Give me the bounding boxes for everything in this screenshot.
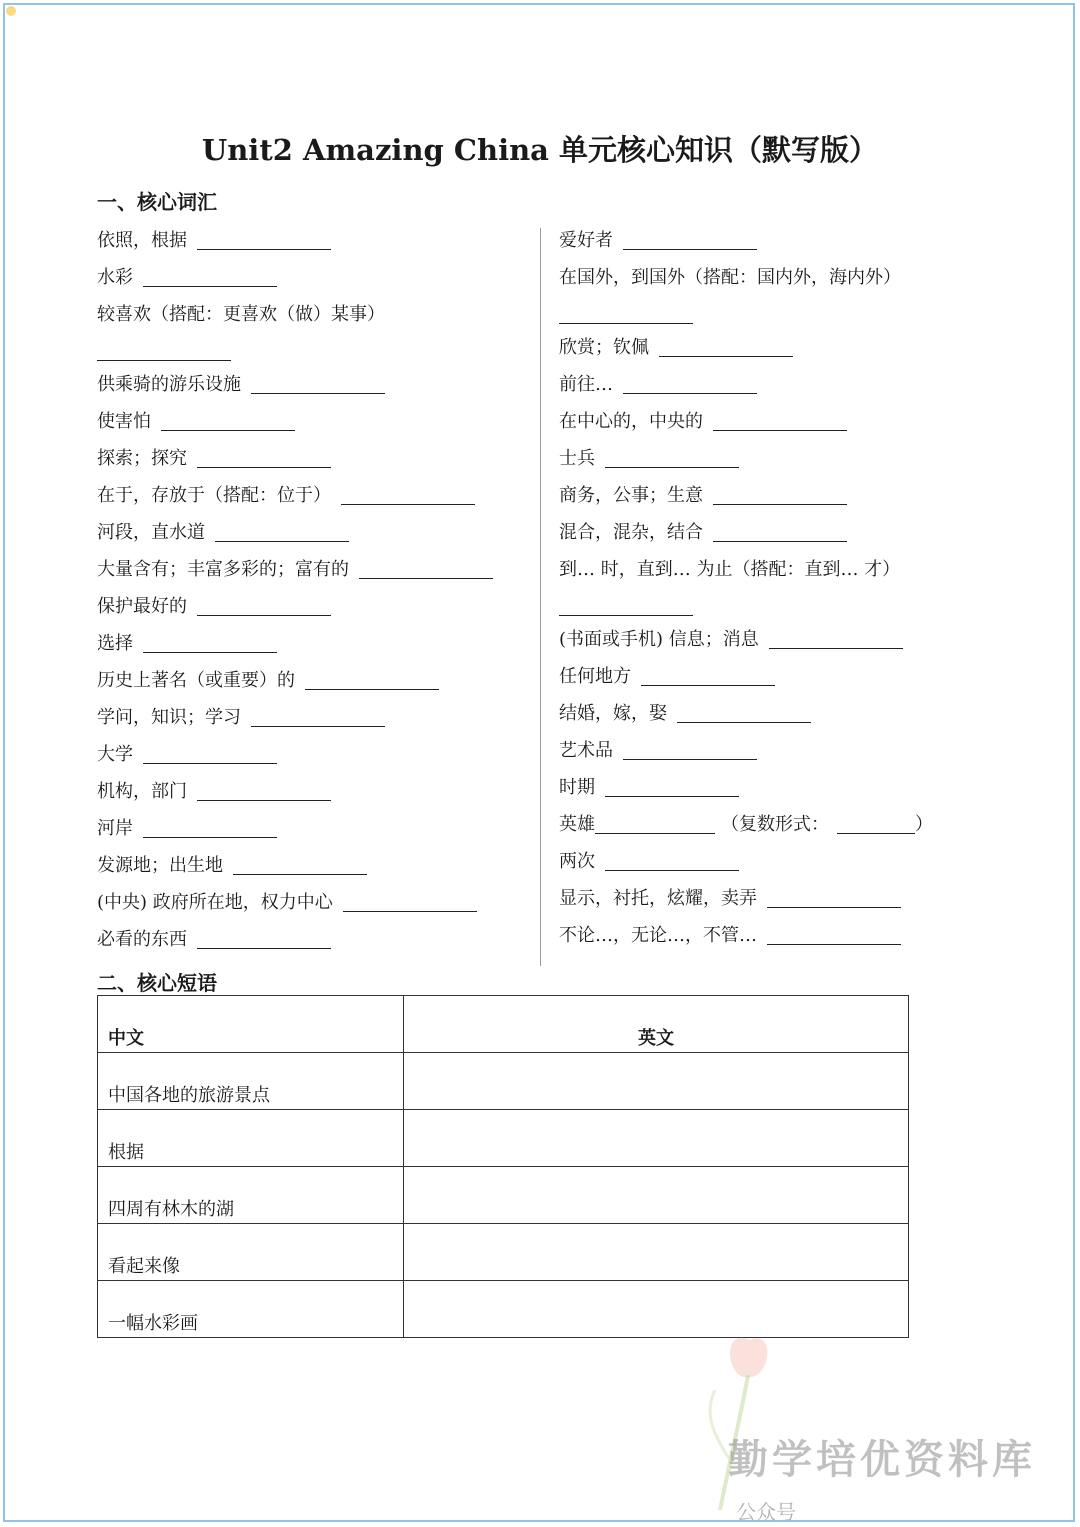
section-heading-phrases: 二、核心短语 [97,971,217,995]
vocab-prompt: 河岸 [97,818,133,839]
vocab-item [559,658,979,695]
vocab-item [97,847,527,884]
vocab-prompt: 任何地方 [559,666,631,687]
vocab-item [559,806,979,843]
vocab-item [559,403,979,440]
vocab-prompt: 混合，混杂，结合 [559,522,703,543]
watermark-subtitle: 公众号 [736,1500,796,1524]
answer-blank[interactable] [767,944,901,945]
vocab-item [559,769,979,806]
vocab-item [97,477,527,514]
vocab-item [559,296,979,329]
phrase-english-cell[interactable] [404,1224,909,1281]
vocab-item [559,440,979,477]
answer-blank[interactable] [197,615,331,616]
table-header-row [98,996,909,1053]
vocab-item [97,588,527,625]
answer-blank[interactable] [343,911,477,912]
phrase-chinese: 四周有林木的湖 [98,1167,404,1224]
answer-blank[interactable] [605,870,739,871]
vocab-prompt: 探索；探究 [97,448,187,469]
answer-blank[interactable] [143,652,277,653]
vocab-item [559,477,979,514]
vocab-item [97,884,527,921]
vocab-item [97,625,527,662]
vocab-prompt: 保护最好的 [97,596,187,617]
phrase-chinese: 中国各地的旅游景点 [98,1053,404,1110]
plural-form-label: （复数形式： [721,814,829,835]
vocab-item [97,810,527,847]
answer-blank[interactable] [341,504,475,505]
vocab-prompt: 大学 [97,744,133,765]
vocab-item [559,259,979,296]
vocab-prompt: 结婚，嫁，娶 [559,703,667,724]
corner-mark [6,6,16,16]
vocab-prompt: 选择 [97,633,133,654]
answer-blank[interactable] [659,356,793,357]
vocab-item [97,921,527,958]
table-row [98,1167,909,1224]
page-title: Unit2 Amazing China 单元核心知识（默写版） [201,133,879,167]
vocab-prompt: 英雄 [559,814,595,835]
vocab-prompt: 历史上著名（或重要）的 [97,670,295,691]
vocab-item [559,621,979,658]
answer-blank[interactable] [713,541,847,542]
phrase-english-cell[interactable] [404,1281,909,1338]
answer-blank[interactable] [605,467,739,468]
vocab-item [559,917,979,954]
table-row [98,1053,909,1110]
vocab-prompt: 机构，部门 [97,781,187,802]
vocab-prompt: 较喜欢（搭配：更喜欢（做）某事） [97,304,385,325]
answer-blank[interactable] [605,796,739,797]
answer-blank[interactable] [143,837,277,838]
answer-blank[interactable] [251,726,385,727]
answer-blank[interactable] [197,249,331,250]
table-row [98,1110,909,1167]
vocab-prompt: 供乘骑的游乐设施 [97,374,241,395]
vocab-prompt: 爱好者 [559,230,613,251]
table-row [98,1224,909,1281]
header-english: 英文 [404,996,909,1053]
watermark-brand: 勤学培优资料库 [728,1437,1036,1483]
phrase-english-cell[interactable] [404,1167,909,1224]
answer-blank[interactable] [161,430,295,431]
vocab-item [97,259,527,296]
vocab-prompt: 学问，知识；学习 [97,707,241,728]
answer-blank[interactable] [595,833,715,834]
answer-blank[interactable] [559,323,693,324]
answer-blank[interactable] [215,541,349,542]
vocab-item [97,773,527,810]
answer-blank-plural[interactable] [837,833,915,834]
vocab-prompt: 在国外，到国外（搭配：国内外，海内外） [559,267,901,288]
phrase-chinese: 根据 [98,1110,404,1167]
vocab-item [97,296,527,333]
vocab-item [97,440,527,477]
vocab-prompt: 水彩 [97,267,133,288]
vocab-item [559,366,979,403]
vocab-left-column [97,222,527,958]
answer-blank[interactable] [677,722,811,723]
vocab-prompt: (书面或手机) 信息；消息 [559,629,759,650]
answer-blank[interactable] [713,430,847,431]
answer-blank[interactable] [623,759,757,760]
vocab-prompt: 在于，存放于（搭配：位于） [97,485,331,506]
vocab-prompt: 时期 [559,777,595,798]
vocab-prompt: 前往… [559,374,613,395]
vocab-prompt: 艺术品 [559,740,613,761]
vocab-prompt: (中央) 政府所在地，权力中心 [97,892,333,913]
answer-blank[interactable] [197,467,331,468]
close-paren: ） [915,814,933,835]
vocab-item [97,662,527,699]
vocab-prompt: 河段，直水道 [97,522,205,543]
answer-blank[interactable] [641,685,775,686]
vocab-item [97,366,527,403]
vocab-prompt: 两次 [559,851,595,872]
answer-blank[interactable] [251,393,385,394]
phrase-chinese: 看起来像 [98,1224,404,1281]
answer-blank[interactable] [623,249,757,250]
vocab-right-column [559,222,979,954]
phrase-english-cell[interactable] [404,1053,909,1110]
vocab-item [97,699,527,736]
vocab-item [559,551,979,588]
vocab-prompt: 显示，衬托，炫耀，卖弄 [559,888,757,909]
vocab-item [97,736,527,773]
vocab-item [559,329,979,366]
vocab-item [559,222,979,259]
phrase-chinese: 一幅水彩画 [98,1281,404,1338]
vocab-prompt: 到… 时，直到… 为止（搭配：直到… 才） [559,559,901,580]
answer-blank[interactable] [197,800,331,801]
vocab-item [559,695,979,732]
answer-blank[interactable] [143,286,277,287]
vocab-prompt: 必看的东西 [97,929,187,950]
column-divider [540,228,541,966]
vocab-prompt: 使害怕 [97,411,151,432]
vocab-item [97,551,527,588]
vocab-prompt: 欣赏；钦佩 [559,337,649,358]
vocab-item [559,514,979,551]
section-heading-vocab: 一、核心词汇 [97,190,217,214]
answer-blank[interactable] [767,907,901,908]
phrase-table [97,995,909,1338]
vocab-prompt: 在中心的，中央的 [559,411,703,432]
phrase-english-cell[interactable] [404,1110,909,1167]
vocab-item [97,333,527,366]
answer-blank[interactable] [623,393,757,394]
vocab-item [97,514,527,551]
answer-blank[interactable] [713,504,847,505]
vocab-item [559,880,979,917]
vocab-prompt: 依照，根据 [97,230,187,251]
header-chinese: 中文 [98,996,404,1053]
vocab-prompt: 大量含有；丰富多彩的；富有的 [97,559,349,580]
answer-blank[interactable] [305,689,439,690]
answer-blank[interactable] [233,874,367,875]
answer-blank[interactable] [359,578,493,579]
vocab-prompt: 不论…，无论…，不管… [559,925,757,946]
answer-blank[interactable] [769,648,903,649]
vocab-item [559,732,979,769]
vocab-item [97,403,527,440]
answer-blank[interactable] [559,615,693,616]
vocab-item [559,588,979,621]
answer-blank[interactable] [143,763,277,764]
vocab-prompt: 商务，公事；生意 [559,485,703,506]
vocab-prompt: 发源地；出生地 [97,855,223,876]
vocab-item [559,843,979,880]
answer-blank[interactable] [97,360,231,361]
answer-blank[interactable] [197,948,331,949]
vocab-prompt: 士兵 [559,448,595,469]
vocab-item [97,222,527,259]
